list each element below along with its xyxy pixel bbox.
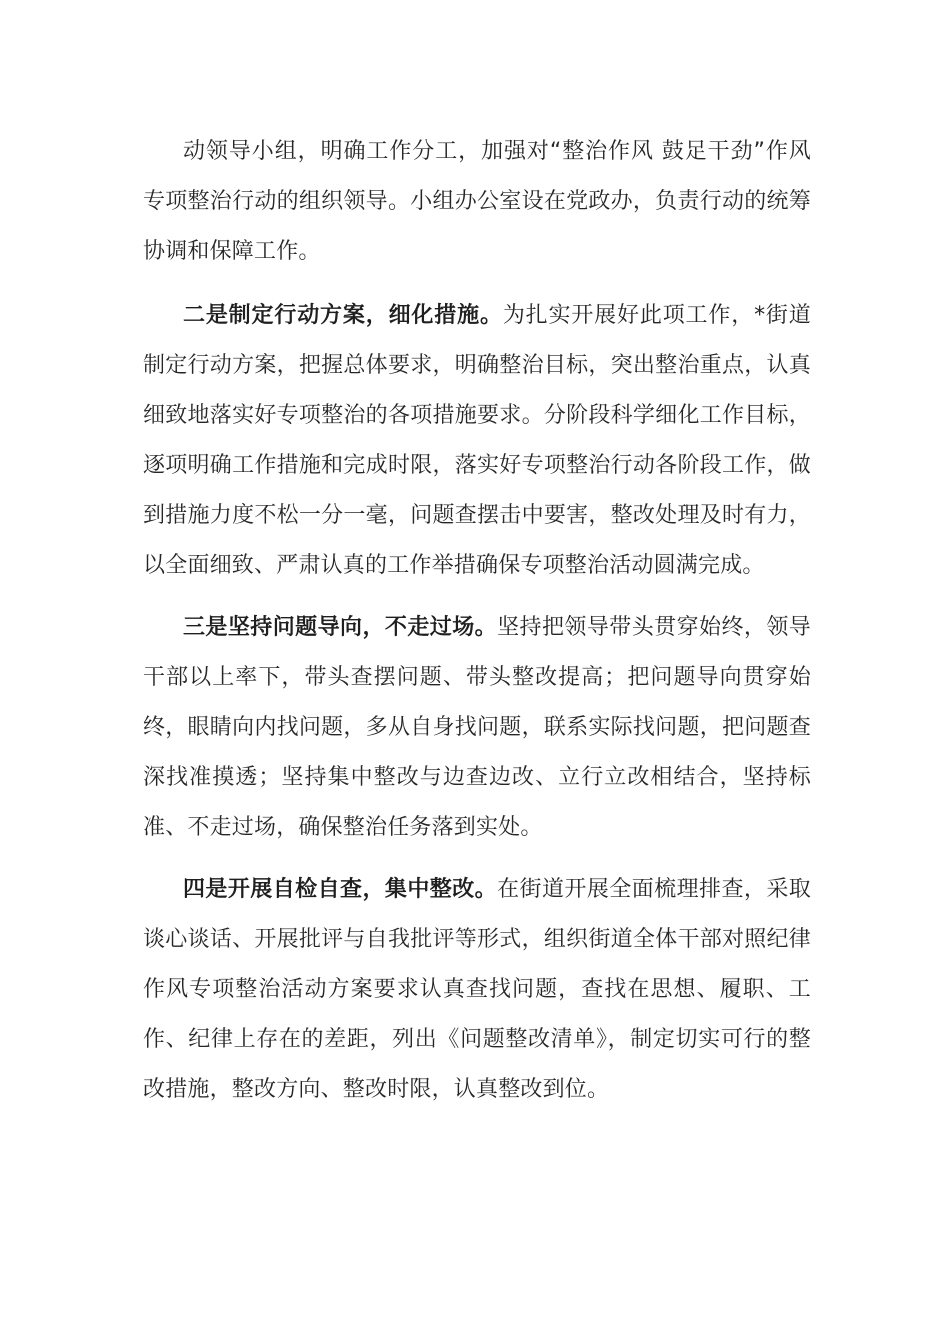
paragraph-text: 在街道开展全面梳理排查，采取谈心谈话、开展批评与自我批评等形式，组织街道全体干部对照纪律作风专项整治活动方案要求认真查找问题，查找在思想、履职、工作、纪律上存在的差距，列出《问题整改清单》，制定切实可行的整改措施，整改方向、整改时限，认真整改到位。 — [143, 877, 811, 1102]
paragraph-lead-heading: 二是制定行动方案，细化措施。 — [183, 303, 503, 328]
paragraph-problem-oriented — [143, 603, 811, 853]
paragraph-lead-heading: 三是坚持问题导向，不走过场。 — [183, 615, 498, 640]
paragraph-self-inspection — [143, 865, 811, 1115]
paragraph-text: 为扎实开展好此项工作，*街道制定行动方案，把握总体要求，明确整治目标，突出整治重点，认真细致地落实好专项整治的各项措施要求。分阶段科学细化工作目标，逐项明确工作措施和完成时限，落实好专项整治行动各阶段工作，做到措施力度不松一分一毫，问题查摆击中要害，整改处理及时有力，以全面细致、严肃认真的工作举措确保专项整治活动圆满完成。 — [143, 303, 811, 578]
paragraph-text: 坚持把领导带头贯穿始终，领导干部以上率下，带头查摆问题、带头整改提高；把问题导向贯穿始终，眼睛向内找问题，多从自身找问题，联系实际找问题，把问题查深找准摸透；坚持集中整改与边查边改、立行立改相结合，坚持标准、不走过场，确保整治任务落到实处。 — [143, 615, 811, 840]
paragraph-lead-heading: 四是开展自检自查，集中整改。 — [183, 877, 498, 902]
paragraph-leading-group — [143, 127, 811, 277]
document-body — [143, 127, 811, 1115]
paragraph-text: 动领导小组，明确工作分工，加强对“整治作风 鼓足干劲”作风专项整治行动的组织领导。小组办公室设在党政办，负责行动的统筹协调和保障工作。 — [143, 139, 811, 264]
paragraph-action-plan — [143, 291, 811, 591]
